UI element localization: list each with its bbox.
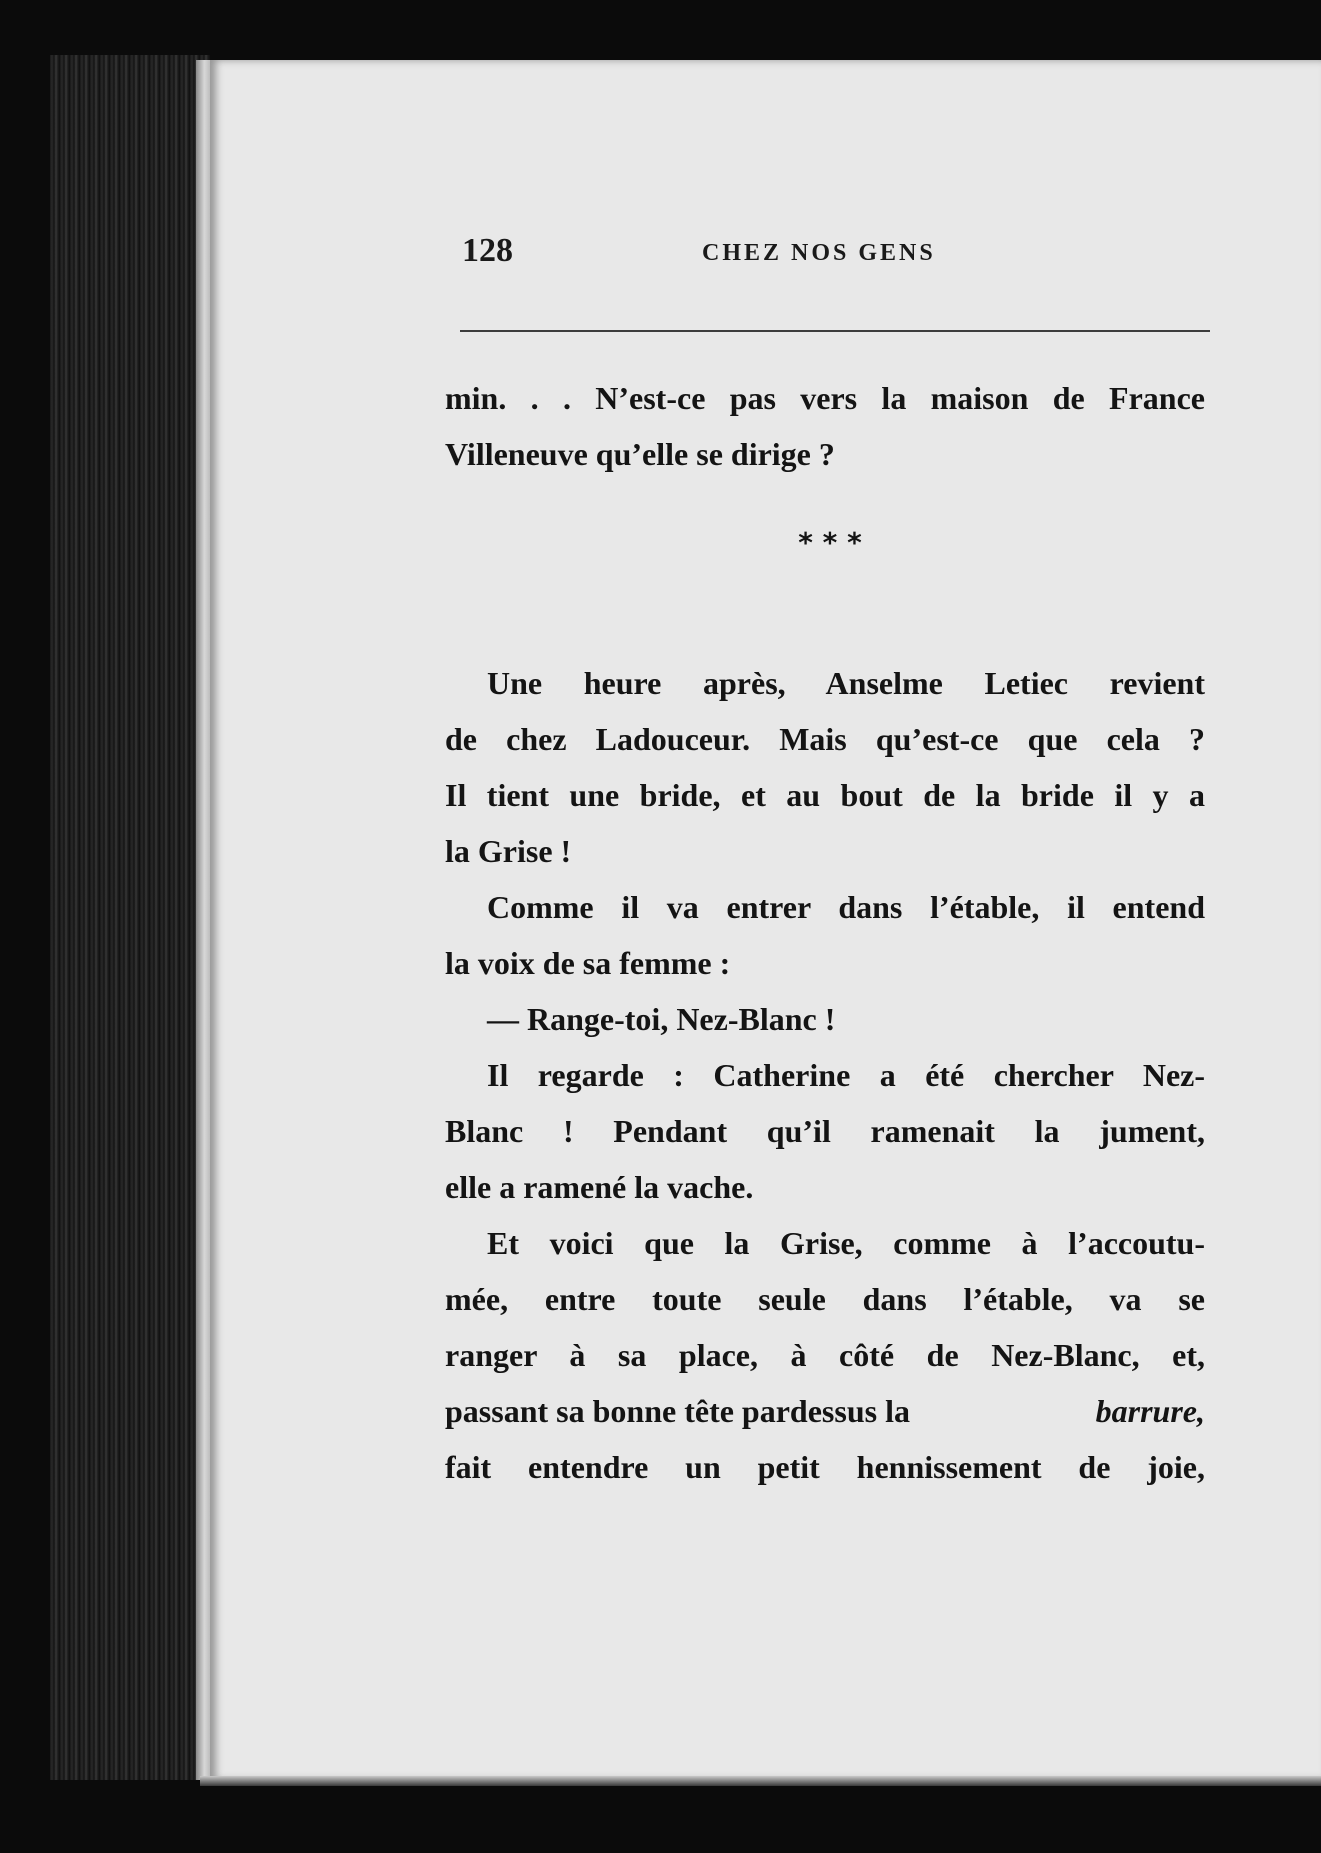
book-spine	[50, 55, 210, 1780]
header-rule	[460, 330, 1210, 332]
text-line: Il regarde : Catherine a été chercher Nez-	[487, 1057, 1205, 1093]
body-text	[445, 655, 1205, 1495]
text-line: Il tient une bride, et au bout de la bride il y a	[445, 777, 1205, 813]
page-bottom-edge	[200, 1776, 1321, 1786]
running-title: CHEZ NOS GENS	[702, 240, 936, 266]
text-line: Une heure après, Anselme Letiec revient	[487, 665, 1205, 701]
text-line: de chez Ladouceur. Mais qu’est-ce que cela ?	[445, 721, 1205, 757]
text-line: Et voici que la Grise, comme à l’accoutu-	[487, 1225, 1205, 1261]
text-line: mée, entre toute seule dans l’étable, va se	[445, 1281, 1205, 1317]
text-line: ranger à sa place, à côté de Nez-Blanc, et,	[445, 1337, 1205, 1373]
asterism-separator	[790, 526, 870, 559]
text-line: Blanc ! Pendant qu’il ramenait la jument,	[445, 1113, 1205, 1149]
text-line-part: passant sa bonne tête pardessus la	[445, 1393, 910, 1429]
text-line: min. . . N’est-ce pas vers la maison de France	[445, 380, 1205, 416]
text-line: fait entendre un petit hennissement de joie,	[445, 1449, 1205, 1485]
asterism-glyph: * * *	[798, 526, 862, 559]
text-line: la Grise !	[445, 833, 572, 869]
text-line: — Range-toi, Nez-Blanc !	[487, 1001, 836, 1037]
page-header	[462, 232, 1222, 282]
paragraph-continuation	[445, 370, 1205, 482]
text-line: Villeneuve qu’elle se dirige ?	[445, 436, 835, 472]
page-stack-edge	[196, 60, 210, 1780]
text-line-with-italic	[445, 1383, 1205, 1439]
text-line: la voix de sa femme :	[445, 945, 731, 981]
text-line: Comme il va entrer dans l’étable, il entend	[487, 889, 1205, 925]
page-number: 128	[462, 232, 513, 269]
italic-word: barrure,	[1095, 1393, 1205, 1429]
text-line: elle a ramené la vache.	[445, 1169, 754, 1205]
